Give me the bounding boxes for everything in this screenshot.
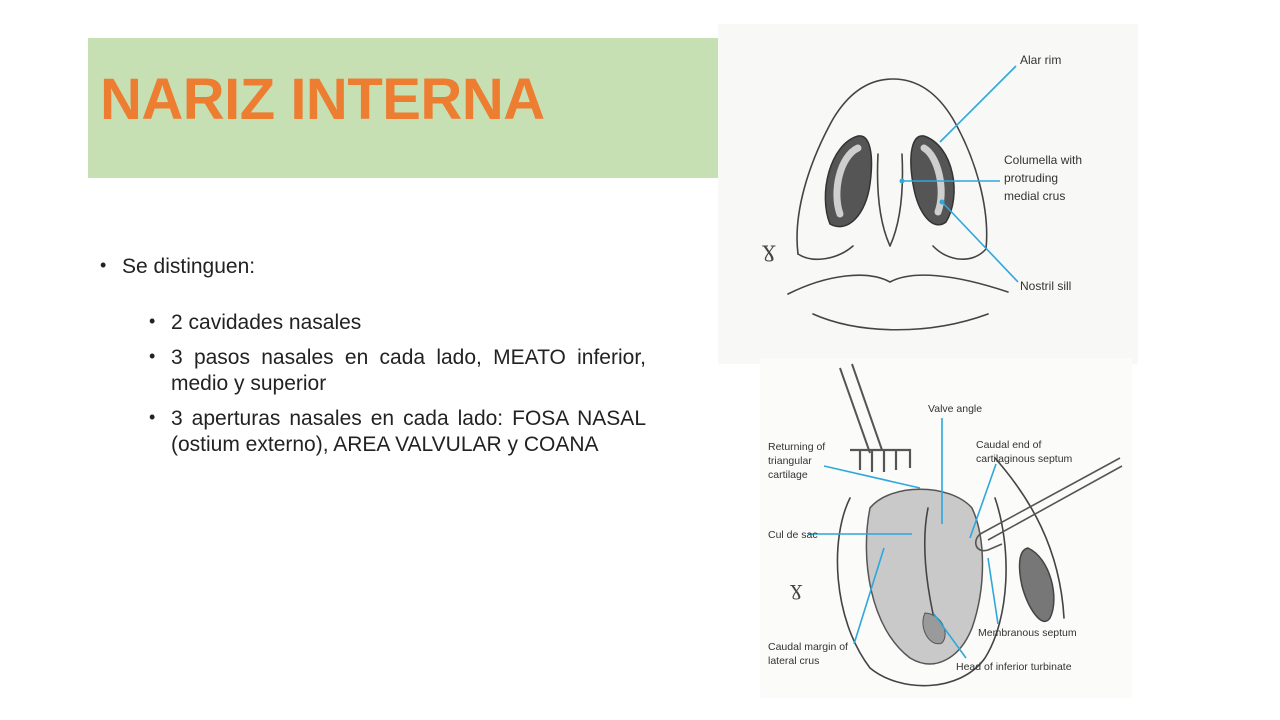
label-columella-line3: medial crus bbox=[1004, 189, 1066, 203]
label-caudal-margin-line1: Caudal margin of bbox=[768, 641, 848, 653]
leader-membranous-septum bbox=[988, 558, 998, 624]
label-returning-line1: Returning of bbox=[768, 441, 826, 453]
upper-lip bbox=[788, 275, 1008, 294]
label-caudal-end-line1: Caudal end of bbox=[976, 439, 1042, 451]
label-columella-line1: Columella with bbox=[1004, 153, 1083, 167]
body-text bbox=[100, 254, 646, 467]
nose-basal-view-illustration bbox=[718, 24, 1138, 364]
slide-title: NARIZ INTERNA bbox=[100, 67, 545, 132]
nostril-right bbox=[1020, 548, 1054, 621]
nose-outline bbox=[797, 79, 987, 254]
label-caudal-margin-line2: lateral crus bbox=[768, 655, 820, 667]
title-banner bbox=[88, 38, 718, 178]
label-valve-angle: Valve angle bbox=[928, 403, 983, 415]
left-nostril bbox=[825, 136, 871, 227]
label-membranous-septum: Membranous septum bbox=[978, 627, 1077, 639]
retractor-handle bbox=[840, 364, 882, 453]
label-alar-rim: Alar rim bbox=[1020, 53, 1062, 67]
nasal-valve-illustration bbox=[760, 358, 1132, 698]
nose-base-outline bbox=[798, 246, 986, 259]
leader-nostril-sill-dot bbox=[940, 200, 945, 205]
artist-signature: Ɣ bbox=[790, 582, 803, 603]
retractor-hook bbox=[850, 450, 910, 472]
label-cul-de-sac: Cul de sac bbox=[768, 529, 818, 541]
nasal-valve-drawing bbox=[760, 358, 1132, 698]
leader-alar-rim bbox=[940, 66, 1016, 142]
label-caudal-end-line2: cartilaginous septum bbox=[976, 453, 1073, 465]
label-returning-line2: triangular bbox=[768, 455, 812, 467]
label-inferior-turbinate: Head of inferior turbinate bbox=[956, 661, 1072, 673]
leader-columella-dot bbox=[900, 179, 905, 184]
nose-basal-view-drawing bbox=[718, 24, 1138, 364]
bullet-cavidades: • 2 cavidades nasales bbox=[149, 310, 646, 336]
lower-lip bbox=[813, 314, 988, 330]
leader-nostril-sill bbox=[942, 202, 1018, 282]
label-nostril-sill: Nostril sill bbox=[1020, 279, 1072, 293]
artist-signature: Ɣ bbox=[762, 241, 777, 265]
label-returning-line3: cartilage bbox=[768, 469, 808, 481]
columella bbox=[878, 154, 903, 246]
bullet-pasos: • 3 pasos nasales en cada lado, MEATO inferior, medio y superior bbox=[149, 345, 646, 397]
bullet-aperturas: • 3 aperturas nasales en cada lado: FOSA NASAL (ostium externo), AREA VALVULAR y COANA bbox=[149, 406, 646, 458]
bullet-intro: • Se distinguen: bbox=[100, 254, 646, 280]
nasal-cavity bbox=[866, 489, 982, 664]
label-columella-line2: protruding bbox=[1004, 171, 1059, 185]
